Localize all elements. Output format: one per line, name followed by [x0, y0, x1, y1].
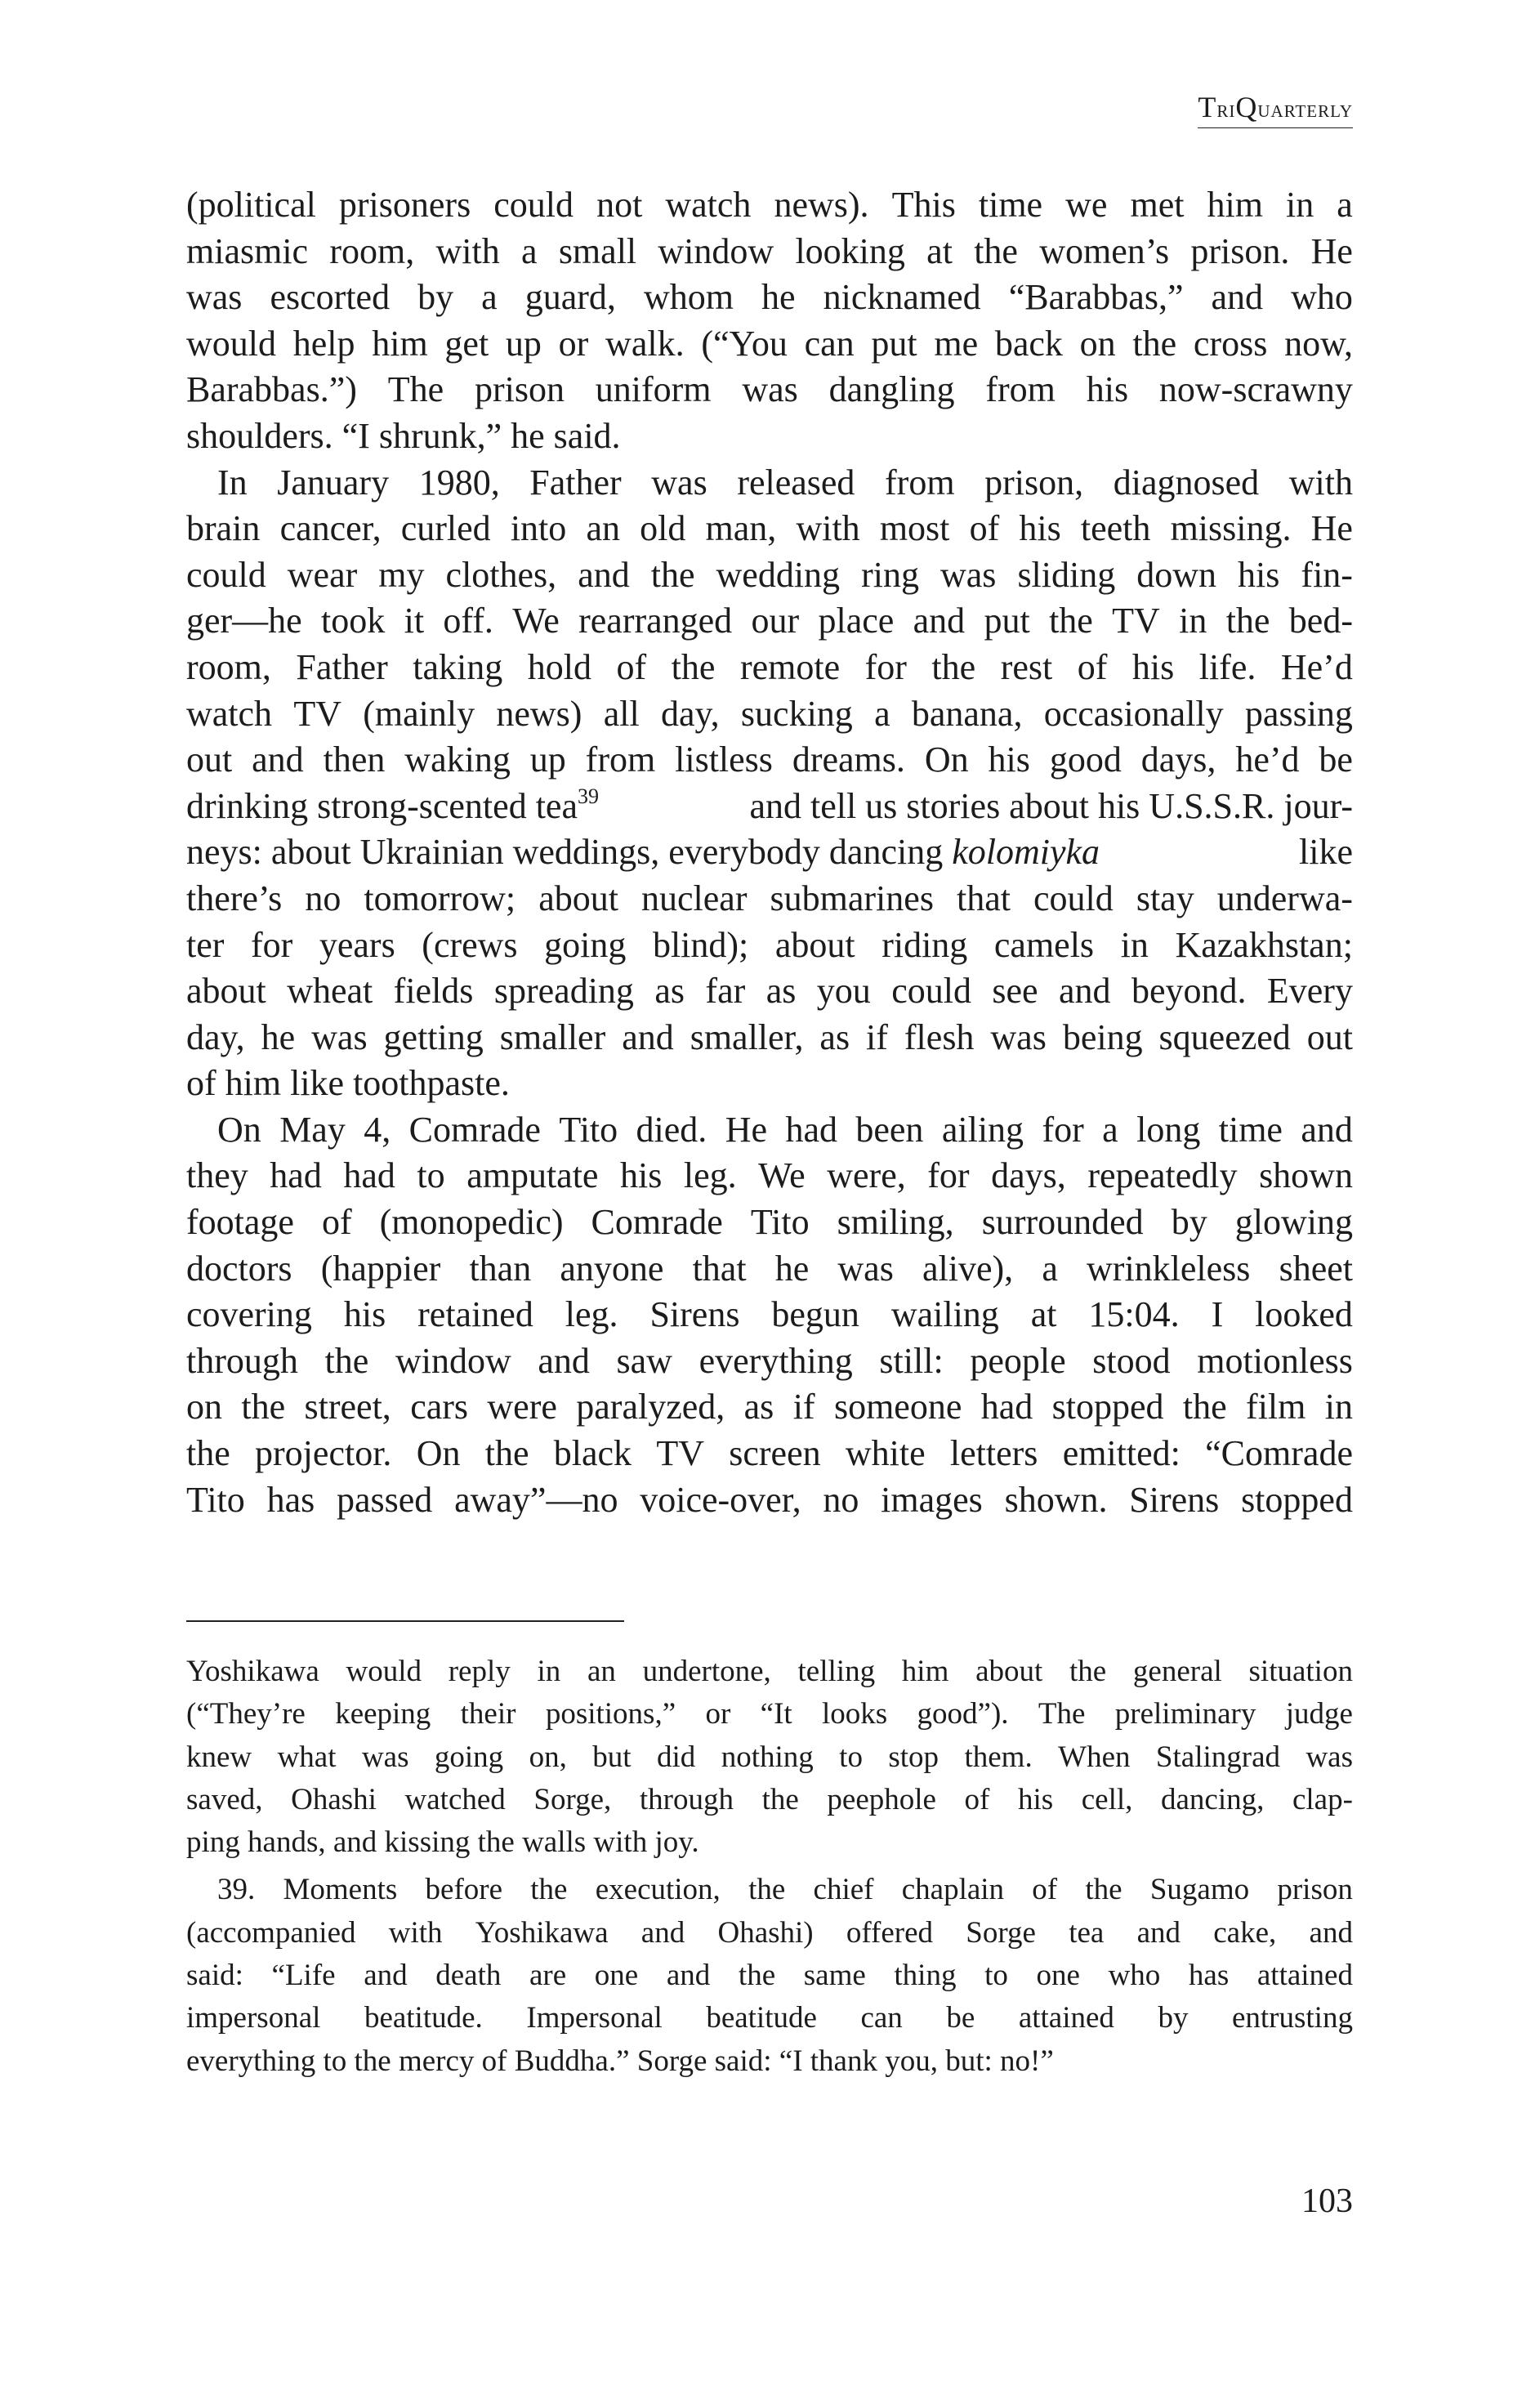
text-line: through the window and saw everything still: people stood motionless — [186, 1340, 1353, 1381]
text-line: shoulders. “I shrunk,” he said. — [186, 415, 621, 456]
text-line: (political prisoners could not watch news). This time we met him in a — [186, 185, 1353, 225]
text-line — [186, 784, 1353, 830]
text-line: on the street, cars were paralyzed, as if someone had stopped the film in — [186, 1387, 1353, 1427]
text-line: ger—he took it off. We rearranged our place and put the TV in the bed- — [186, 601, 1353, 641]
text-fragment: drinking strong-scented tea$^{39}$ — [186, 784, 599, 826]
footnote-39-line: 39. Moments before the execution, the chief chaplain of the Sugamo prison — [217, 1873, 1353, 1907]
footnotes — [186, 1651, 1353, 2083]
text-line: could wear my clothes, and the wedding ring was sliding down his fin- — [186, 554, 1353, 595]
text-line: about wheat fields spreading as far as you could see and beyond. Every — [186, 971, 1353, 1012]
text-line: ter for years (crews going blind); about riding camels in Kazakhstan; — [186, 924, 1353, 965]
italic-term: kolomiyka — [952, 832, 1100, 873]
footnote-line: Yoshikawa would reply in an undertone, telling him about the general situation — [186, 1655, 1353, 1688]
text-line: would help him get up or walk. (“You can put me back on the cross now, — [186, 323, 1353, 364]
text-line: they had had to amputate his leg. We were, for days, repeatedly shown — [186, 1155, 1353, 1196]
footnote-line: ping hands, and kissing the walls with joy. — [186, 1825, 699, 1860]
footnote-line: (“They’re keeping their positions,” or “It looks good”). The preliminary judge — [186, 1697, 1353, 1731]
footnote-marker-39: 39 — [577, 784, 599, 808]
footnote-39-line: impersonal beatitude. Impersonal beatitude can be attained by entrusting — [186, 2001, 1353, 2035]
footnote-line: knew what was going on, but did nothing to stop them. When Stalingrad was — [186, 1740, 1353, 1774]
text-fragment: and tell us stories about his U.S.S.R. jour- — [740, 785, 1353, 826]
text-line: doctors (happier than anyone that he was alive), a wrinkleless sheet — [186, 1248, 1353, 1289]
footnote-39-line: everything to the mercy of Buddha.” Sorge said: “I thank you, but: no!” — [186, 2044, 1054, 2078]
text-line: there’s no tomorrow; about nuclear submarines that could stay underwa- — [186, 878, 1353, 918]
text-line: miasmic room, with a small window looking at the women’s prison. He — [186, 230, 1353, 271]
text-line — [186, 829, 1353, 876]
text-line: out and then waking up from listless dreams. On his good days, he’d be — [186, 739, 1353, 780]
text-line: Barabbas.”) The prison uniform was dangling from his now-scrawny — [186, 369, 1353, 410]
footnote-rule — [186, 1620, 624, 1622]
page-number: 103 — [1301, 2182, 1353, 2220]
text-line: Tito has passed away”—no voice-over, no images shown. Sirens stopped — [186, 1479, 1353, 1520]
text-line: of him like toothpaste. — [186, 1063, 510, 1104]
footnote-line: saved, Ohashi watched Sorge, through the peephole of his cell, dancing, clap- — [186, 1782, 1353, 1816]
text-line: brain cancer, curled into an old man, with most of his teeth missing. He — [186, 508, 1353, 549]
running-head: TriQuarterly — [1198, 90, 1353, 128]
text-line: covering his retained leg. Sirens begun wailing at 15:04. I looked — [186, 1294, 1353, 1335]
main-text — [186, 182, 1353, 1523]
text-fragment: like — [1290, 832, 1353, 873]
text-line: room, Father taking hold of the remote for the rest of his life. He’d — [186, 646, 1353, 687]
text-line: the projector. On the black TV screen white letters emitted: “Comrade — [186, 1433, 1353, 1474]
text-line: In January 1980, Father was released from prison, diagnosed with — [217, 462, 1353, 503]
text-fragment: neys: about Ukrainian weddings, everybody dancing kolomiyka — [186, 832, 1100, 873]
text-line: day, he was getting smaller and smaller, as if flesh was being squeezed out — [186, 1016, 1353, 1057]
text-line: watch TV (mainly news) all day, sucking a banana, occasionally passing — [186, 693, 1353, 734]
text-line: On May 4, Comrade Tito died. He had been ailing for a long time and — [217, 1109, 1353, 1150]
footnote-39-line: said: “Life and death are one and the same thing to one who has attained — [186, 1959, 1353, 1993]
footnote-39-line: (accompanied with Yoshikawa and Ohashi) offered Sorge tea and cake, and — [186, 1915, 1353, 1950]
text-line: was escorted by a guard, whom he nicknamed “Barabbas,” and who — [186, 277, 1353, 318]
text-line: footage of (monopedic) Comrade Tito smiling, surrounded by glowing — [186, 1202, 1353, 1243]
